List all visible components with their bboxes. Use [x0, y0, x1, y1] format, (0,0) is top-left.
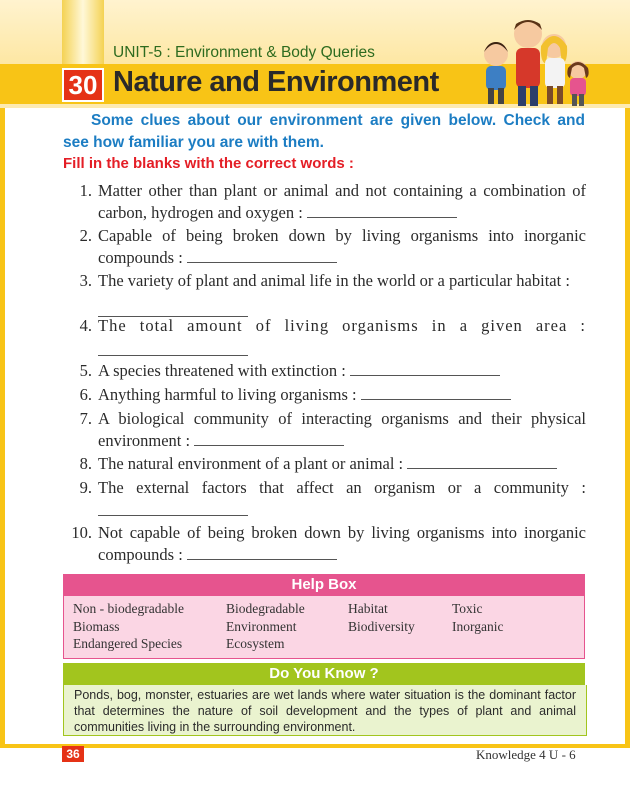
answer-blank[interactable] [98, 501, 248, 516]
chapter-number: 30 [62, 68, 104, 102]
right-border [625, 108, 630, 748]
answer-blank[interactable] [98, 341, 248, 356]
question-number: 4. [79, 316, 92, 335]
children-illustration [470, 12, 595, 108]
question-text: Capable of being broken down by living organisms into inorganic compounds : [98, 226, 586, 267]
question-text: The external factors that affect an organism or a community : [98, 478, 586, 497]
help-word: Ecosystem [226, 636, 285, 651]
question-text: A biological community of interacting organisms and their physical environment : [98, 409, 586, 450]
help-word: Non - biodegradable [73, 601, 184, 616]
question-number: 3. [79, 271, 92, 290]
book-title: Knowledge 4 U - 6 [476, 747, 576, 762]
help-word: Toxic [452, 601, 483, 616]
unit-title: UNIT-5 : Environment & Body Queries [113, 44, 375, 61]
page-number: 36 [62, 746, 84, 762]
question-number: 6. [79, 385, 92, 404]
do-you-know-title: Do You Know ? [63, 663, 585, 685]
question-number: 7. [79, 409, 92, 428]
answer-blank[interactable] [187, 545, 337, 560]
answer-blank[interactable] [194, 431, 344, 446]
help-box-title: Help Box [63, 574, 585, 596]
question-text: Matter other than plant or animal and not containing a combination of carbon, hydrogen and oxygen : [98, 181, 586, 222]
help-word: Inorganic [452, 619, 504, 634]
help-word: Environment [226, 619, 297, 634]
help-word: Biodiversity [348, 619, 415, 634]
question-text: The variety of plant and animal life in the world or a particular habitat : [98, 270, 586, 317]
instruction-text: Fill in the blanks with the correct words : [63, 155, 354, 172]
question-number: 2. [79, 226, 92, 245]
help-word: Endangered Species [73, 636, 183, 651]
do-you-know-text: Ponds, bog, monster, estuaries are wet lands where water situation is the dominant factor that determines the nature of soil development and the types of plant and animal communities living in the surrounding environment. [63, 685, 587, 736]
answer-blank[interactable] [307, 203, 457, 218]
question-number: 1. [79, 181, 92, 200]
question-text: Not capable of being broken down by living organisms into inorganic compounds : [98, 523, 586, 564]
help-word: Habitat [348, 601, 388, 616]
answer-blank[interactable] [350, 361, 500, 376]
help-word: Biomass [73, 619, 120, 634]
question-text: A species threatened with extinction : [98, 360, 586, 382]
header-tab [62, 0, 104, 64]
question-number: 8. [79, 454, 92, 473]
question-text: The natural environment of a plant or animal : [98, 453, 586, 475]
question-number: 10. [71, 523, 92, 542]
answer-blank[interactable] [187, 248, 337, 263]
chapter-title: Nature and Environment [113, 66, 439, 98]
answer-blank[interactable] [361, 385, 511, 400]
help-box [63, 596, 585, 659]
left-border [0, 108, 5, 748]
question-text: Anything harmful to living organisms : [98, 384, 586, 406]
answer-blank[interactable] [407, 454, 557, 469]
help-word: Biodegradable [226, 601, 305, 616]
question-number: 9. [79, 478, 92, 497]
intro-text: Some clues about our environment are given below. Check and see how familiar you are with them. [63, 112, 585, 151]
question-number: 5. [79, 361, 92, 380]
question-text: The total amount of living organisms in a given area : [98, 316, 586, 335]
